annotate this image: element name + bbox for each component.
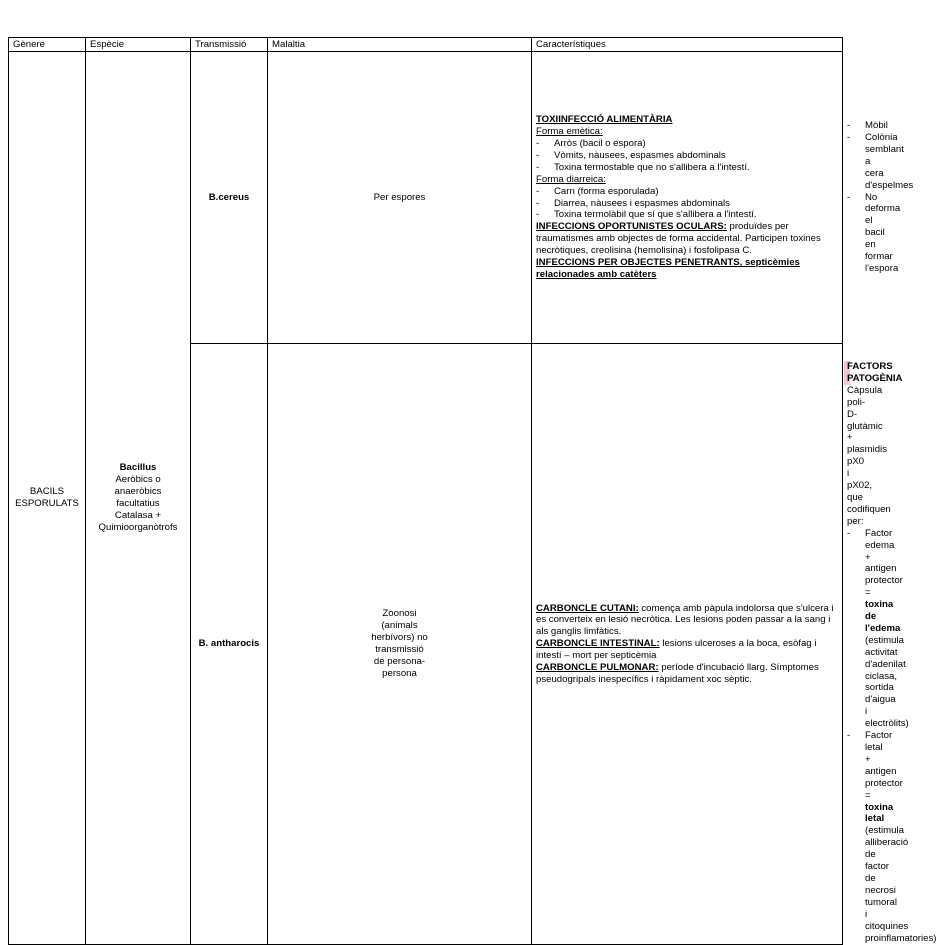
transmission-line: herbívors) no: [371, 632, 428, 644]
bacteria-table: [8, 37, 936, 945]
list-item: - Diarrea, nàusees i espasmes abdominals: [536, 198, 838, 210]
cutani-paragraph: [536, 603, 838, 639]
factor-toxin: toxina de l'edema: [865, 599, 901, 634]
header-transmission: Transmissió: [191, 38, 268, 52]
list-item: - No deforma el bacil en formar l'espora: [847, 192, 865, 275]
transmission-line: persona: [382, 668, 417, 680]
emetic-title: Forma emètica:: [536, 126, 603, 138]
ocular-text: produïdes per traumatismes amb objectes de forma accidental. Participen toxines necròtiques, creolisina (hemolisina) i fosfolipasa C.: [536, 221, 821, 257]
genus-cell: [86, 52, 191, 945]
list-item: [847, 730, 936, 944]
factor-text: (estimula activitat d'adenilat ciclasa, sortida d'aigua i electròlits): [865, 634, 909, 730]
factor-text: Factor letal + antigen protector =: [865, 730, 903, 801]
intestinal-title: CARBONCLE INTESTINAL:: [536, 638, 660, 650]
transmission-line: (animals: [381, 620, 418, 632]
genus-name: Bacillus: [119, 462, 157, 474]
header-species: Espècie: [86, 38, 191, 52]
list-item: - Carn (forma esporulada): [536, 186, 838, 198]
group-line: ESPORULATS: [15, 498, 79, 510]
pulmonar-paragraph: [536, 662, 838, 686]
species-cereus: B.cereus: [191, 52, 268, 344]
table-row: B. antharocis Zoonosi (animals herbívors) no transmissió de persona- persona CARBONCLE CUTANI: comença amb pàpula indolorsa que s'ulcera i es converteix en lesió necròtica. Les lesions poden passar a la sang i als ganglis limfàtics. CARBONCLE INTESTINAL: lesions ulceroses a la boca, esòfag i intestí – mort per septicèmia CARBONCLE PULMONAR: període d'incubació llarg. Símptomes pseudogripals inespecífics i ràpidament xoc sèptic. FACTORS PATOGÈNIA Càpsula poli-D-glutàmic + plasmidis pX0 i pX02, que codifiquen per: - Factor edema + antigen protector = toxina de l'edema (estimula activitat d'adenilat ciclasa, sortida d'aigua i electròlits) - Factor letal + antigen protector = toxina letal (estimula alliberació de factor de necrosi tumoral i citoquines proinflamatories): [9, 344, 843, 945]
diarr-title: Forma diarreica:: [536, 173, 606, 185]
genus-line: facultatius: [116, 498, 160, 510]
pulmonar-text: període d'incubació llarg. Símptomes pseudogripals inespecífics i ràpidament xoc sèptic.: [536, 662, 819, 685]
pulmonar-title: CARBONCLE PULMONAR:: [536, 662, 659, 674]
header-features: Característiques: [532, 38, 843, 52]
list-item: - Toxina termolàbil que sí que s'allibera a l'intestí.: [536, 209, 838, 221]
group-cell: [9, 52, 86, 945]
list-item: [847, 527, 909, 730]
diarr-list: [536, 186, 838, 222]
table-row: [9, 52, 843, 344]
disease-anthracis: [532, 344, 843, 945]
ocular-title: INFECCIONS OPORTUNISTES OCULARS:: [536, 221, 727, 233]
cutani-title: CARBONCLE CUTANI:: [536, 602, 639, 614]
header-row: [9, 38, 843, 52]
factor-text: Factor edema + antigen protector =: [865, 527, 903, 599]
species-anthracis: B. antharocis: [191, 344, 268, 945]
disease-cereus: [532, 52, 843, 344]
header-disease: Malaltia: [268, 38, 532, 52]
ocular-paragraph: [536, 221, 838, 257]
genus-line: Quimioorganòtrofs: [98, 522, 178, 534]
cutani-text: comença amb pàpula indolorsa que s'ulcera i es converteix en lesió necròtica. Les lesions poden passar a la sang i als ganglis limfàtics.: [536, 602, 834, 638]
intestinal-paragraph: [536, 638, 838, 662]
list-item: - Toxina termostable que no s'allibera a l'intestí.: [536, 162, 838, 174]
list-item: - Arròs (bacil o espora): [536, 138, 838, 150]
transmission-cereus: Per espores: [268, 52, 532, 344]
factor-text: (estimula alliberació de factor de necrosi tumoral i citoquines proinflamatories): [865, 825, 936, 944]
transmission-line: transmissió: [375, 644, 424, 656]
group-line: BACILS: [29, 486, 65, 498]
list-item: - Colònia semblant a cera d'espelmes: [847, 132, 865, 192]
transmission-line: Zoonosi: [382, 608, 417, 620]
list-item: - Vòmits, nàusees, espasmes abdominals: [536, 150, 838, 162]
emetic-list: [536, 138, 838, 174]
genus-line: Aeròbics o: [115, 474, 161, 486]
transmission-anthracis: [268, 344, 532, 945]
genus-line: Catalasa +: [114, 510, 162, 522]
penetrant-title: INFECCIONS PER OBJECTES PENETRANTS, septicèmies relacionades amb catèters: [536, 257, 800, 280]
toxi-title: TOXIINFECCIÓ ALIMENTÀRIA: [536, 114, 673, 126]
factors-title: FACTORS PATOGÈNIA: [844, 361, 850, 385]
list-item: - Mòbil: [847, 120, 865, 132]
transmission-line: de persona-: [373, 656, 426, 668]
header-genus: Gènere: [9, 38, 86, 52]
factor-toxin: toxina letal: [865, 801, 894, 825]
genus-line: anaeròbics: [114, 486, 162, 498]
intestinal-text: lesions ulceroses a la boca, esòfag i intestí – mort per septicèmia: [536, 638, 817, 662]
